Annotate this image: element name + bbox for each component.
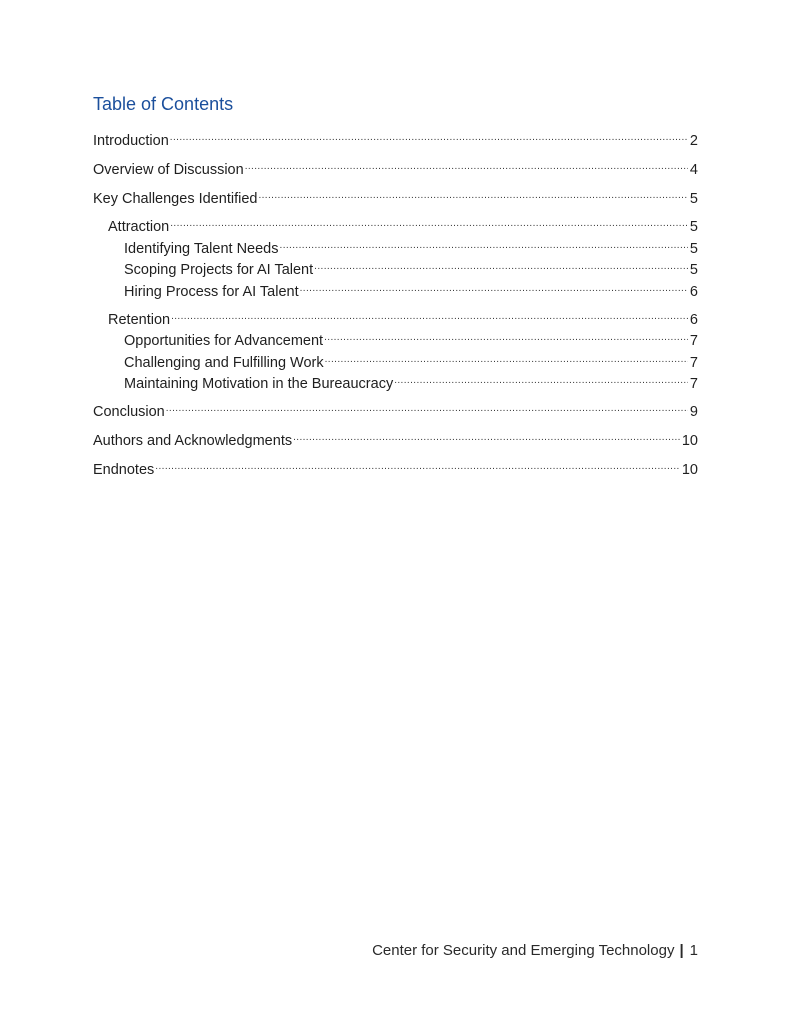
dot-leader [170, 217, 688, 231]
dot-leader [325, 353, 688, 367]
toc-entry-page: 7 [689, 376, 698, 392]
toc-entry-page: 9 [689, 404, 698, 420]
toc-entry-key-challenges[interactable] [93, 189, 698, 207]
toc-entry-maintaining-motivation[interactable] [124, 374, 698, 392]
toc-entry-hiring-process[interactable] [124, 282, 698, 300]
dot-leader [170, 131, 688, 145]
dot-leader [394, 374, 688, 388]
toc-entry-label: Maintaining Motivation in the Bureaucracy [124, 376, 394, 392]
toc-entry-page: 10 [681, 462, 698, 478]
toc-entry-label: Opportunities for Advancement [124, 333, 324, 349]
toc-entry-conclusion[interactable] [93, 402, 698, 420]
footer-page-number: 1 [689, 942, 698, 959]
dot-leader [155, 460, 680, 474]
dot-leader [166, 402, 688, 416]
toc-entry-page: 5 [689, 191, 698, 207]
toc-entry-attraction[interactable] [108, 217, 698, 235]
toc-entry-page: 10 [681, 433, 698, 449]
dot-leader [258, 189, 687, 203]
toc-entry-label: Retention [108, 312, 171, 328]
toc-entry-page: 5 [689, 262, 698, 278]
toc-entry-introduction[interactable] [93, 131, 698, 149]
toc-entry-page: 6 [689, 312, 698, 328]
toc-entry-label: Attraction [108, 219, 170, 235]
toc-entry-label: Key Challenges Identified [93, 191, 258, 207]
toc-entry-endnotes[interactable] [93, 460, 698, 478]
toc-entry-label: Endnotes [93, 462, 155, 478]
dot-leader [245, 160, 688, 174]
toc-entry-label: Scoping Projects for AI Talent [124, 262, 314, 278]
dot-leader [314, 260, 688, 274]
toc-entry-page: 4 [689, 162, 698, 178]
toc-entry-label: Hiring Process for AI Talent [124, 284, 299, 300]
dot-leader [280, 239, 688, 253]
dot-leader [293, 431, 680, 445]
toc-entry-authors-acknowledgments[interactable] [93, 431, 698, 449]
toc-title: Table of Contents [93, 94, 234, 114]
toc-entry-retention[interactable] [108, 310, 698, 328]
toc-entry-label: Introduction [93, 133, 169, 149]
dot-leader [171, 310, 688, 324]
toc-entry-opportunities-for-advancement[interactable] [124, 331, 698, 349]
toc-entry-page: 2 [689, 133, 698, 149]
footer-organization: Center for Security and Emerging Technology [372, 942, 675, 959]
toc-entry-identifying-talent-needs[interactable] [124, 239, 698, 257]
toc-entry-label: Conclusion [93, 404, 165, 420]
toc-entry-overview-of-discussion[interactable] [93, 160, 698, 178]
toc-entry-challenging-work[interactable] [124, 353, 698, 371]
dot-leader [324, 331, 688, 345]
toc-entry-page: 7 [689, 333, 698, 349]
toc-entry-page: 5 [689, 241, 698, 257]
page-footer [372, 942, 698, 959]
footer-separator: | [679, 942, 684, 959]
dot-leader [300, 282, 688, 296]
toc-entry-page: 6 [689, 284, 698, 300]
toc-entry-label: Challenging and Fulfilling Work [124, 355, 324, 371]
toc-entry-page: 7 [689, 355, 698, 371]
toc-entry-label: Authors and Acknowledgments [93, 433, 293, 449]
toc-entry-page: 5 [689, 219, 698, 235]
toc-entry-label: Overview of Discussion [93, 162, 244, 178]
toc-entry-scoping-projects[interactable] [124, 260, 698, 278]
toc-entry-label: Identifying Talent Needs [124, 241, 279, 257]
